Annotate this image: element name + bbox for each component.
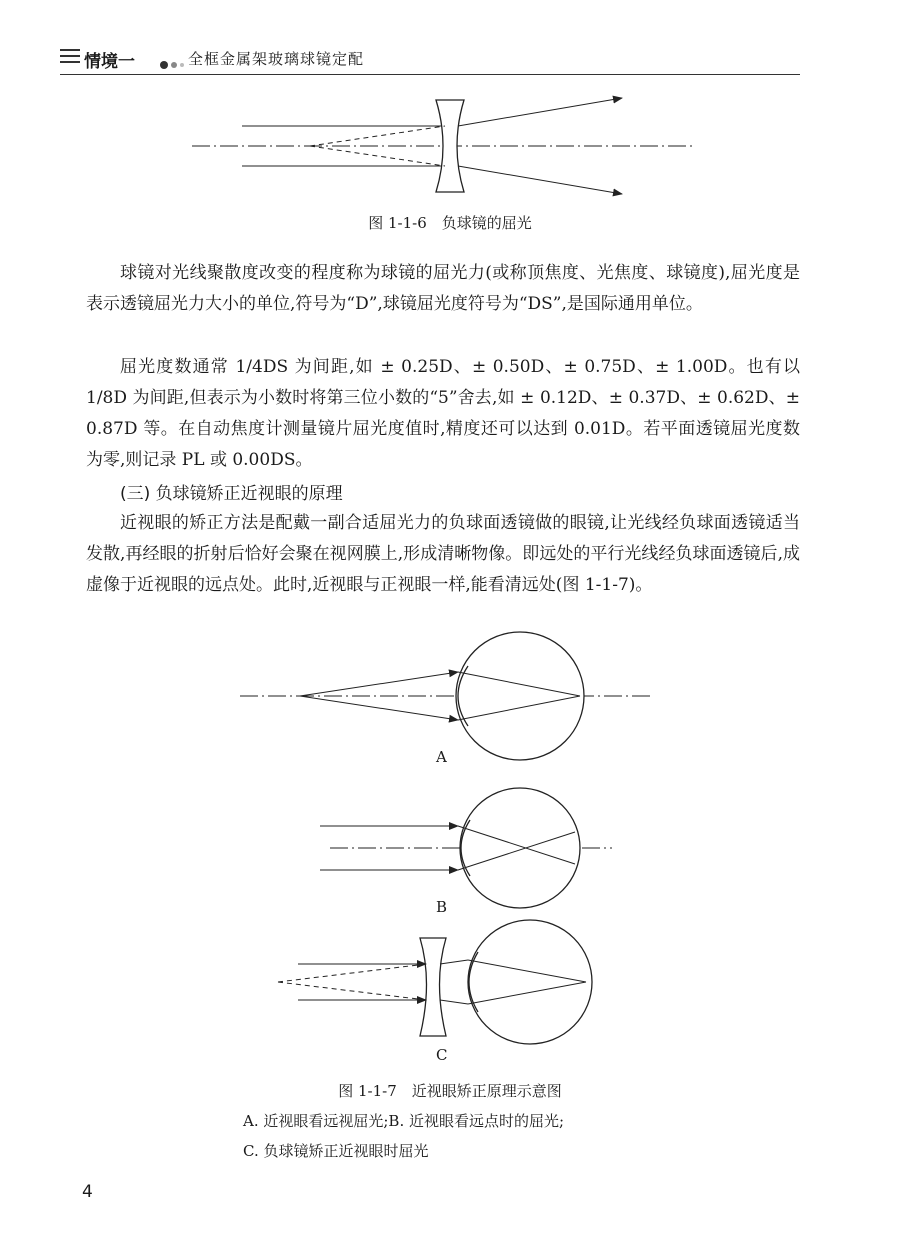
diagram-a	[240, 632, 650, 760]
running-header	[60, 44, 800, 75]
section-subheading: (三) 负球镜矫正近视眼的原理	[120, 484, 343, 504]
figure-1-1-7-legend-1: A. 近视眼看远视屈光;B. 近视眼看远点时的屈光;	[243, 1112, 565, 1130]
header-dots-icon	[160, 54, 187, 73]
diagram-c	[278, 920, 592, 1044]
figure-1-1-6-caption: 图 1-1-6 负球镜的屈光	[368, 214, 532, 232]
header-title: 全框金属架玻璃球镜定配	[188, 50, 365, 68]
refracted-ray-lower	[458, 166, 622, 194]
figure-1-1-7-caption: 图 1-1-7 近视眼矫正原理示意图	[338, 1082, 562, 1100]
figure-1-1-7	[230, 630, 660, 1070]
header-section: 情境一	[84, 52, 135, 72]
figure-1-1-7-legend-2: C. 负球镜矫正近视眼时屈光	[243, 1142, 429, 1160]
diagram-a-label: A	[436, 748, 447, 766]
header-lines-icon	[60, 49, 80, 67]
refracted-ray-upper	[458, 98, 622, 126]
paragraph-1: 球镜对光线聚散度改变的程度称为球镜的屈光力(或称顶焦度、光焦度、球镜度),屈光度是表示透镜屈光力大小的单位,符号为“D”,球镜屈光度符号为“DS”,是国际通用单位。	[86, 263, 800, 314]
diagram-b-label: B	[436, 898, 448, 916]
paragraph-3: 近视眼的矫正方法是配戴一副合适屈光力的负球面透镜做的眼镜,让光线经负球面透镜适当发散,再经眼的折射后恰好会聚在视网膜上,形成清晰物像。即远处的平行光线经负球面透镜后,成虚像于近视眼的远点处。此时,近视眼与正视眼一样,能看清远处(图 1-1-7)。	[86, 513, 800, 595]
paragraph-2: 屈光度数通常 1/4DS 为间距,如 ± 0.25D、± 0.50D、± 0.75D、± 1.00D。也有以 1/8D 为间距,但表示为小数时将第三位小数的“5”舍去,如 ± 0.12D、± 0.37D、± 0.62D、± 0.87D 等。在自动焦度计测量镜片屈光度值时,精度还可以达到 0.01D。若平面透镜屈光度数为零,则记录 PL 或 0.00DS。	[86, 357, 800, 470]
diagram-b	[320, 788, 612, 908]
figure-1-1-6	[180, 88, 700, 208]
page-number: 4	[82, 1182, 93, 1202]
diagram-c-label: C	[436, 1046, 448, 1064]
